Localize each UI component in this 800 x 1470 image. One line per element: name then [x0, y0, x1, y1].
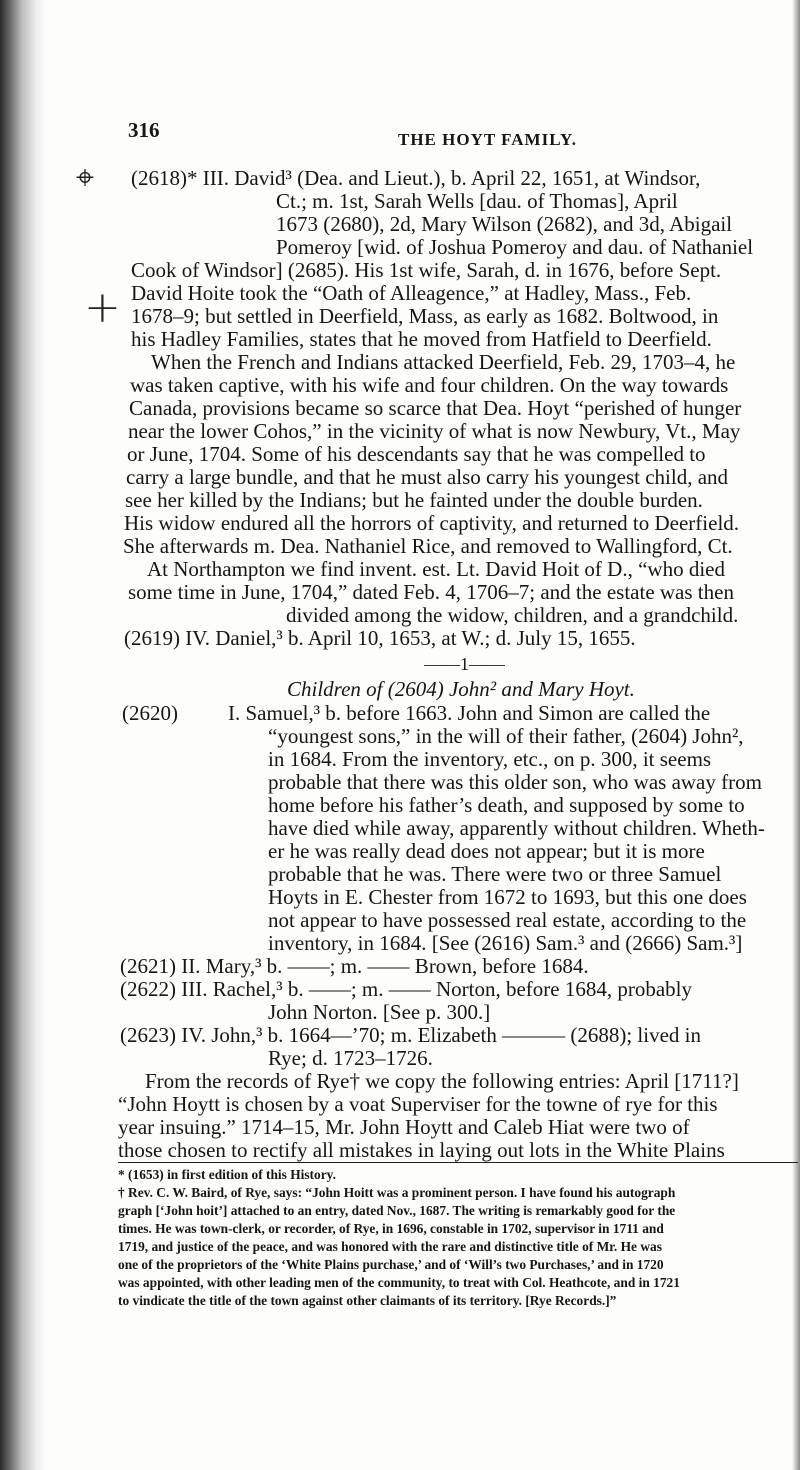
footnote-line: † Rev. C. W. Baird, of Rye, says: “John Hoitt was a prominent person. I have found his autograph	[118, 1185, 676, 1200]
text-line: probable that there was this older son, who was away from	[268, 770, 762, 794]
footnote-rule	[118, 1162, 798, 1163]
text-line: Rye; d. 1723–1726.	[268, 1046, 433, 1070]
text-line: From the records of Rye† we copy the following entries: April [1711?]	[145, 1069, 739, 1093]
footnote-line: was appointed, with other leading men of the community, to treat with Col. Heathcote, and in 1721	[118, 1275, 680, 1290]
text-line: those chosen to rectify all mistakes in laying out lots in the White Plains	[118, 1138, 725, 1162]
text-line: in 1684. From the inventory, etc., on p. 300, it seems	[268, 747, 712, 771]
footnote-line: to vindicate the title of the town against other claimants of its territory. [Rye Records.]”	[118, 1293, 617, 1308]
text-line: At Northampton we find invent. est. Lt. David Hoit of D., “who died	[147, 557, 725, 581]
text-line: David Hoite took the “Oath of Alleagence,” at Hadley, Mass., Feb.	[131, 281, 692, 305]
text-line: see her killed by the Indians; but he fainted under the double burden.	[125, 488, 703, 512]
footnote-line: one of the proprietors of the ‘White Plains purchase,’ and of ‘Will’s two Purchases,’ and in 1720	[118, 1257, 664, 1272]
text-line: was taken captive, with his wife and four children. On the way towards	[130, 373, 729, 397]
footnote-line: 1719, and justice of the peace, and was honored with the rare and distinctive title of Mr. He was	[118, 1239, 662, 1254]
text-line: His widow endured all the horrors of captivity, and returned to Deerfield.	[124, 511, 740, 535]
text-line: er he was really dead does not appear; but it is more	[268, 839, 705, 863]
text-line: near the lower Cohos,” in the vicinity of what is now Newbury, Vt., May	[128, 419, 741, 443]
text-line: not appear to have possessed real estate, according to the	[268, 908, 747, 932]
margin-cross-mark: +	[84, 282, 121, 333]
text-line: inventory, in 1684. [See (2616) Sam.³ and (2666) Sam.³]	[268, 931, 743, 955]
text-line: or June, 1704. Some of his descendants say that he was compelled to	[127, 442, 706, 466]
text-line: “youngest sons,” in the will of their father, (2604) John²,	[268, 724, 744, 748]
text-line: Hoyts in E. Chester from 1672 to 1693, but this one does	[268, 885, 747, 909]
running-title: THE HOYT FAMILY.	[398, 130, 577, 149]
section-separator: ——1——	[424, 654, 505, 674]
entry-number: (2620)	[122, 701, 178, 725]
section-heading: Children of (2604) John² and Mary Hoyt.	[287, 677, 635, 701]
text-line: home before his father’s death, and supposed by some to	[268, 793, 745, 817]
text-line: (2623) IV. John,³ b. 1664—’70; m. Elizabeth ——— (2688); lived in	[120, 1023, 702, 1047]
text-line: divided among the widow, children, and a grandchild.	[286, 603, 739, 627]
text-line: Cook of Windsor] (2685). His 1st wife, Sarah, d. in 1676, before Sept.	[131, 258, 722, 282]
text-line: carry a large bundle, and that he must also carry his youngest child, and	[126, 465, 729, 489]
footnote-line: * (1653) in first edition of this History.	[118, 1167, 336, 1182]
text-line: (2621) II. Mary,³ b. ——; m. —— Brown, before 1684.	[120, 954, 589, 978]
text-line: his Hadley Families, states that he moved from Hatfield to Deerfield.	[131, 327, 712, 351]
page-gutter-shadow	[0, 0, 46, 1470]
text-line: She afterwards m. Dea. Nathaniel Rice, and removed to Wallingford, Ct.	[123, 534, 733, 558]
footnote-line: graph [‘John hoit’] attached to an entry, dated Nov., 1687. The writing is remarkably good for the	[118, 1203, 676, 1218]
text-line: (2619) IV. Daniel,³ b. April 10, 1653, at W.; d. July 15, 1655.	[124, 626, 636, 650]
text-line: When the French and Indians attacked Deerfield, Feb. 29, 1703–4, he	[151, 350, 736, 374]
text-line: 1678–9; but settled in Deerfield, Mass, as early as 1682. Boltwood, in	[131, 304, 719, 328]
text-line: Pomeroy [wid. of Joshua Pomeroy and dau. of Nathaniel	[276, 235, 754, 259]
footnote-line: times. He was town-clerk, or recorder, of Rye, in 1696, constable in 1702, supervisor in 1711 and	[118, 1221, 664, 1236]
text-line: have died while away, apparently without children. Wheth-	[268, 816, 765, 840]
text-line: probable that he was. There were two or three Samuel	[268, 862, 722, 886]
text-line: year insuing.” 1714–15, Mr. John Hoytt and Caleb Hiat were two of	[118, 1115, 690, 1139]
page-number: 316	[128, 118, 160, 142]
text-line: I. Samuel,³ b. before 1663. John and Simon are called the	[228, 701, 711, 725]
text-line: (2622) III. Rachel,³ b. ——; m. —— Norton, before 1684, probably	[120, 977, 693, 1001]
margin-annotation-mark: ⌖	[76, 158, 95, 196]
text-line: “John Hoytt is chosen by a voat Superviser for the towne of rye for this	[118, 1092, 718, 1116]
text-line: (2618)* III. David³ (Dea. and Lieut.), b. April 22, 1651, at Windsor,	[131, 166, 701, 190]
text-line: some time in June, 1704,” dated Feb. 4, 1706–7; and the estate was then	[128, 580, 734, 604]
text-line: John Norton. [See p. 300.]	[268, 1000, 491, 1024]
text-line: Ct.; m. 1st, Sarah Wells [dau. of Thomas], April	[276, 189, 678, 213]
text-line: 1673 (2680), 2d, Mary Wilson (2682), and 3d, Abigail	[276, 212, 733, 236]
text-line: Canada, provisions became so scarce that Dea. Hoyt “perished of hunger	[129, 396, 742, 420]
